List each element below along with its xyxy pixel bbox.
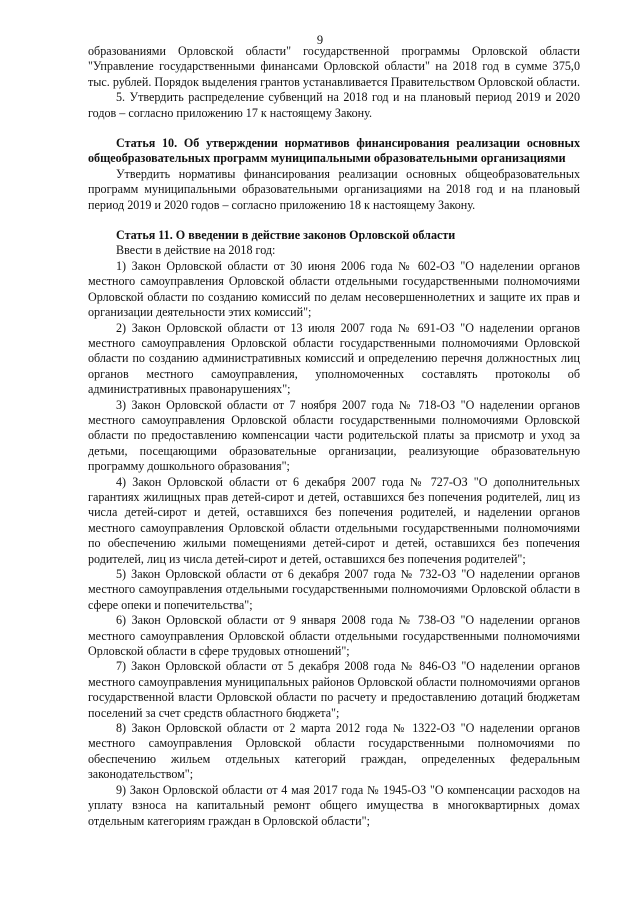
list-item-law-1: 1) Закон Орловской области от 30 июня 2006 года № 602-ОЗ "О наделении органов местного самоуправления Орловской области отдельными государственными полномочиями Орловской области по созданию комиссий по делам несовершеннолетних и защите их прав и организации деятельности этих комиссий"; xyxy=(88,258,580,320)
paragraph-grants-continuation: образованиями Орловской области" государственной программы Орловской области "Управление государственными финансами Орловской области" на 2018 год в сумме 375,0 тыс. рублей. Порядок выделения грантов устанавливается Правительством Орловской области. xyxy=(88,44,580,89)
list-item-law-2: 2) Закон Орловской области от 13 июля 2007 года № 691-ОЗ "О наделении органов местного самоуправления Орловской области государственными полномочиями Орловской области по созданию административных комиссий и определению перечня должностных лиц органов местного самоуправления, уполномоченных составлять протоколы об административных правонарушениях"; xyxy=(88,320,580,397)
list-item-law-3: 3) Закон Орловской области от 7 ноября 2007 года № 718-ОЗ "О наделении органов местного самоуправления Орловской области государственными полномочиями Орловской области по предоставлению компенсации части родительской платы за присмотр и уход за детьми, посещающими образовательные организации, реализующие образовательную программу дошкольного образования"; xyxy=(88,397,580,474)
paragraph-item-5-subventions: 5. Утвердить распределение субвенций на 2018 год и на плановый период 2019 и 2020 годов – согласно приложению 17 к настоящему Закону. xyxy=(88,90,580,120)
list-item-law-4: 4) Закон Орловской области от 6 декабря 2007 года № 727-ОЗ "О дополнительных гарантиях жилищных прав детей-сирот и детей, оставшихся без попечения родителей, лиц из числа детей-сирот и детей, оставшихся без попечения родителей, и наделении органов местного самоуправления Орловской области отдельными государственными полномочиями по обеспечению жилыми помещениями детей-сирот и детей, оставшихся без попечения родителей, лиц из числа детей-сирот и детей, оставшихся без попечения родителей"; xyxy=(88,474,580,566)
list-item-law-7: 7) Закон Орловской области от 5 декабря 2008 года № 846-ОЗ "О наделении органов местного самоуправления муниципальных районов Орловской области полномочиями органов государственной власти Орловской области по расчету и предоставлению дотаций бюджетам поселений за счет средств областного бюджета"; xyxy=(88,659,580,720)
article-10-heading: Статья 10. Об утверждении нормативов финансирования реализации основных общеобразовательных программ муниципальными образовательными организациями xyxy=(88,136,580,166)
list-item-law-5: 5) Закон Орловской области от 6 декабря 2007 года № 732-ОЗ "О наделении органов местного самоуправления отдельными государственными полномочиями Орловской области в сфере опеки и попечительства"; xyxy=(88,567,580,612)
list-item-law-6: 6) Закон Орловской области от 9 января 2008 года № 738-ОЗ "О наделении органов местного самоуправления Орловской области отдельными государственными полномочиями Орловской области в сфере трудовых отношений"; xyxy=(88,613,580,659)
paragraph-article-11-intro: Ввести в действие на 2018 год: xyxy=(116,243,276,258)
article-11-heading: Статья 11. О введении в действие законов Орловской области xyxy=(116,228,456,243)
list-item-law-9: 9) Закон Орловской области от 4 мая 2017 года № 1945-ОЗ "О компенсации расходов на уплату взноса на капитальный ремонт общего имущества в многоквартирных домах отдельным категориям граждан в Орловской области"; xyxy=(88,782,580,828)
list-item-law-8: 8) Закон Орловской области от 2 марта 2012 года № 1322-ОЗ "О наделении органов местного самоуправления Орловской области государственными полномочиями по обеспечению жильем отдельных категорий граждан, определенных федеральным законодательством"; xyxy=(88,721,580,782)
paragraph-article-10-text: Утвердить нормативы финансирования реализации основных общеобразовательных программ муниципальными образовательными организациями на 2018 год и на плановый период 2019 и 2020 годов – согласно приложению 18 к настоящему Закону. xyxy=(88,166,580,212)
page-number: 9 xyxy=(316,33,324,47)
page-body xyxy=(88,44,580,829)
